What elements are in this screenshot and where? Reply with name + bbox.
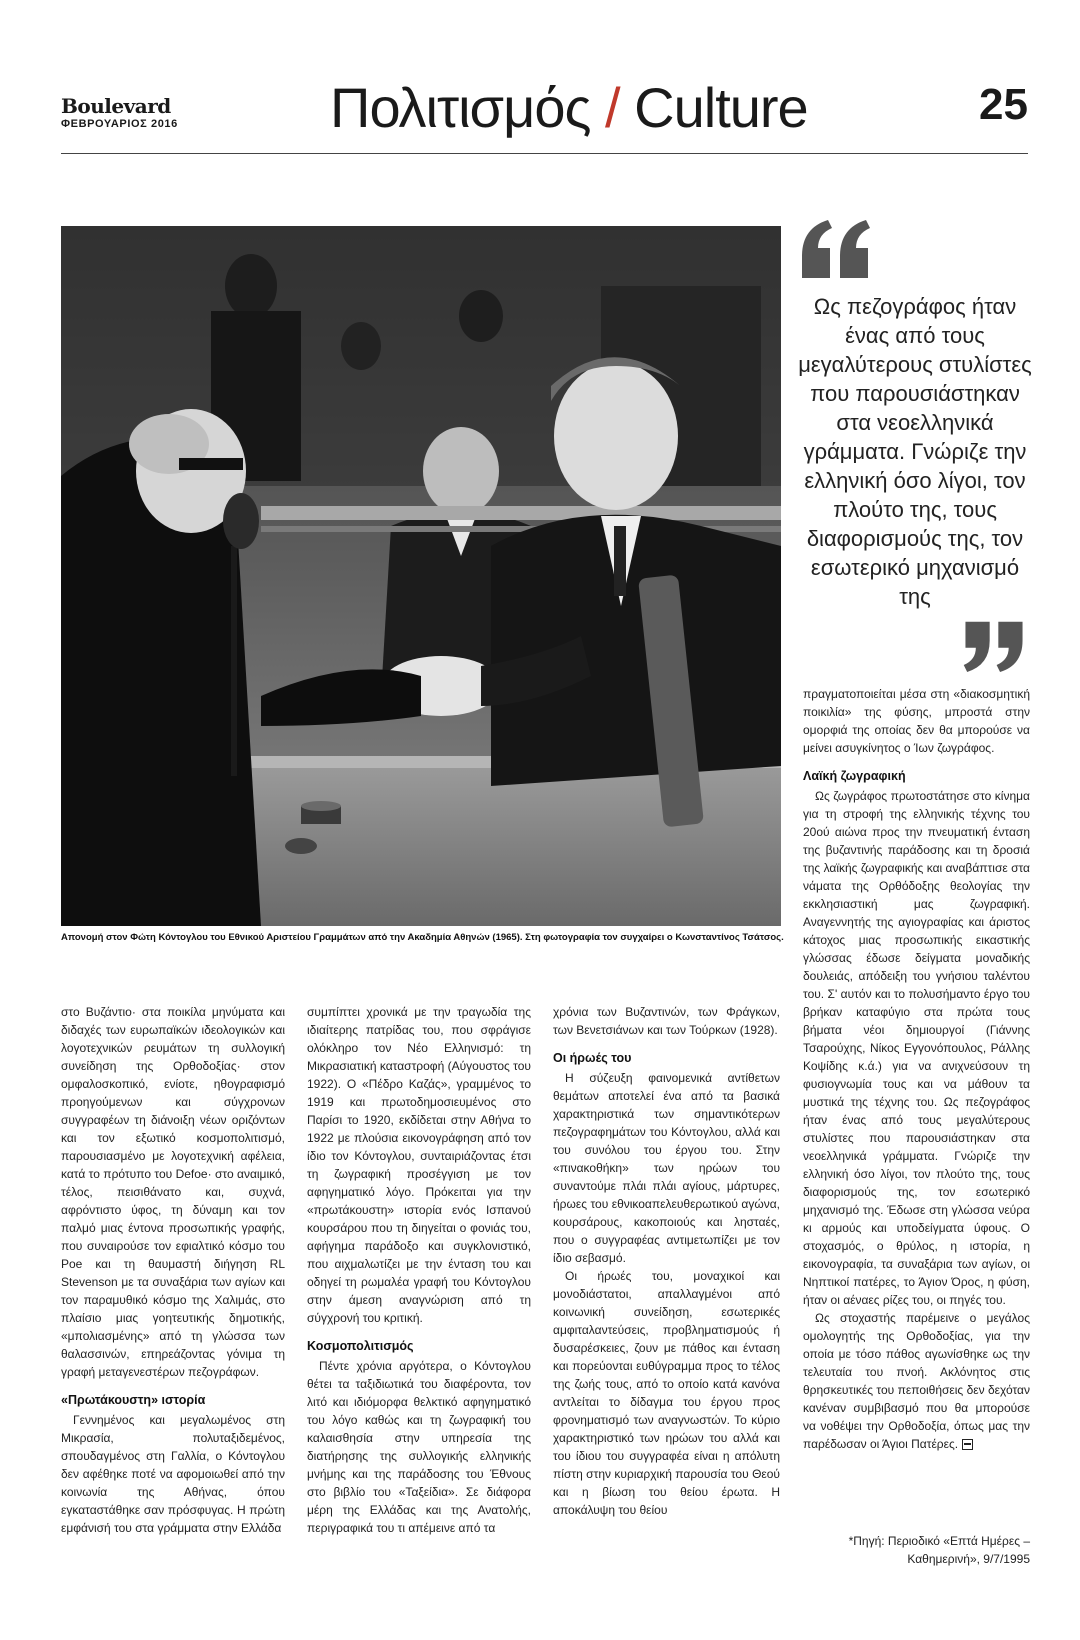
end-of-article-icon [962,1439,973,1450]
paragraph: Πέντε χρόνια αργότερα, ο Κόντογλου θέτει τα ταξιδιωτικά του διαφέροντα, τον λιτό και ιδιόμορφα θελκτικό αφηγηματικό του λόγο καθώς και τη ζωγραφική του καλαισθησία στην υπηρεσία της διατήρησης της συλλογικής ελληνικής μνήμης και της παράδοσης του Έθνους στο βιβλίο του «Ταξείδια». Σε διάφορα μέρη της Ελλάδας και της Ανατολής, περιγραφικά του τι απέμεινε από τα [307,1359,531,1535]
paragraph: συμπίπτει χρονικά με την τραγωδία της ιδιαίτερης πατρίδας του, που σφράγισε ολόκληρο τον Νέο Ελληνισμό: τη Μικρασιατική καταστροφή (Αύγουστος του 1922). Ο «Πέδρο Καζάς», γραμμένος το 1919 και πρωτοδημοσιευμένος στο Παρίσι το 1920, εκδίδεται στην Αθήνα το 1922 με πλούσια εικονογράφηση από τον ίδιο τον Κόντογλου, συνταιριάζοντας έτσι τη ζωγραφική προσέγγιση με τον αφηγηματικό λόγο. Πρόκειται για την «πρωτάκουστη» ιστορία ενός Ισπανού κουρσάρου που τη διηγείται ο φονιάς του, αφήγημα παράδοξο και συγκλονιστικό, που αιχμαλωτίζει με την ένταση του και οδηγεί τη ρωμαλέα γραφή του Κόντογλου στην άμεση αναγνώριση από τη σύγχρονή του κριτική. [307,1005,531,1325]
section-title-greek: Πολιτισμός [330,76,591,139]
paragraph: Γεννημένος και μεγαλωμένος στη Μικρασία, πολυταξιδεμένος, σπουδαγμένος στη Γαλλία, ο Κόντογλου δεν αφέθηκε ποτέ να αφομοιωθεί από την κοινωνία της Αθήνας, όπου εγκαταστάθηκε σαν πρόσφυγας. Η πρώτη εμφάνισή του στα γράμματα στην Ελλάδα [61,1413,285,1535]
issue-date: ΦΕΒΡΟΥΑΡΙΟΣ 2016 [61,118,178,130]
paragraph: στο Βυζάντιο· στα ποικίλα μηνύματα και διδαχές των ευρωπαϊκών ιδεολογικών και λογοτεχνικών ρευμάτων τη συλλογική συνείδηση της Ορθοδοξίας· στον ομφαλοσκοπικό, ενίοτε, ηθογραφισμό προηγούμενων και σύγχρονων συγγραφέων τη διάνοιξη νέων οριζόντων και τον εξωτικό κοσμοπολιτισμό, παρουσιασμένο με λογοτεχνική αφέλεια, κατά το πρότυπο του Defoe· στο αναιμικό, τέλος, πεισιθάνατο και, συχνά, αφρόντιστο ύφος, τη δύναμη και τον παλμό μιας έντονα προσωπικής γραφής, που συναιρούσε τον εφιαλτικό κόσμο του Poe και τη θαυμαστή διήγηση RL Stevenson με τα συναξάρια των αγίων και τον παραμυθικό κόσμο της Χαλιμάς, στο πλαίσιο μιας γοητευτικής δημοτικής, «μπολιασμένης» από τη γλώσσα των θαλασσινών, επηρεάζοντας γόνιμα τη γραφή μεταγενεστέρων πεζογράφων. [61,1005,285,1379]
close-quote-icon [962,618,1026,674]
source-note: *Πηγή: Περιοδικό «Επτά Ημέρες – Καθημερινή», 9/7/1995 [848,1534,1030,1566]
photo-caption: Απονομή στον Φώτη Κόντογλου του Εθνικού Αριστείου Γραμμάτων από την Ακαδημία Αθηνών (1965). Στη φωτογραφία τον συγχαίρει ο Κωνσταντίνος Τσάτσος. [61,932,784,943]
paragraph: Ως ζωγράφος πρωτοστάτησε στο κίνημα για τη στροφή της ελληνικής τέχνης του 20ού αιώνα προς την πνευματική ένταση της βυζαντινής παράδοσης και τη δροσιά της λαϊκής ζωγραφικής και αναβάπτισε στα νάματα της Ορθόδοξης θεολογίας την εκκλησιαστική μας ζωγραφική. Αναγεννητής της αγιογραφίας και άριστος κάτοχος μιας προσωπικής εικαστικής γλώσσας έδωσε δείγματα μοναδικής δουλειάς, απόδειξη του γνήσιου ταλέντου του. Σ' αυτόν και το πολυσήμαντο έργο του βρήκαν καταφύγιο στα πρώτα τους βήματα νέοι δημιουργοί (Γιάννης Τσαρούχης, Νίκος Εγγονόπουλος, Ράλλης Κοψίδης κ.ά.) για να ανιχνεύσουν τη φυσιογνωμία τους και να μάθουν τα μυστικά της τέχνης του. Ως πεζογράφος ήταν ένας από τους μεγαλύτερους στυλίστες που παρουσιάστηκαν στα νεοελληνικά γράμματα. Γνώριζε την ελληνική όσο λίγοι, τον πλούτο της, τους διαφορισμούς της, τον εσωτερικό μηχανισμό της. Έδωσε στη γλώσσα νεύρα κι αρμούς και υποδείγματα ύφους. Ο στοχασμός, ο θρύλος, η ιστορία, η εικονογραφία, τα συναξάρια των αγίων, οι Νηπτικοί πατέρες, το Άγιον Όρος, η φύση, ήταν οι αέναες ρίζες του, οι πηγές του. [803,789,1030,1307]
article-column-3 [553,1003,780,1519]
section-separator: / [605,76,620,139]
pull-quote: Ως πεζογράφος ήταν ένας από τους μεγαλύτερους στυλίστες που παρουσιάστηκαν στα νεοελληνικά γράμματα. Γνώριζε την ελληνική όσο λίγοι, τον πλούτο της, τους διαφορισμούς της, τον εσωτερικό μηχανισμό της [798,294,1032,609]
subheading: Κοσμοπολιτισμός [307,1339,414,1353]
photo-illustration [61,226,781,926]
article-column-4 [803,685,1030,1453]
article-column-2 [307,1003,531,1537]
paragraph: Οι ήρωές του, μοναχικοί και μονοδιάστατοι, απαλλαγμένοι από κοινωνική συνείδηση, εσωτερικές αμφιταλαντεύσεις, προβληματισμούς ή δυσαρέσκειες, ζουν με πάθος και ένταση και πορεύονται ευθύγραμμα προς το τέλος της ζωής τους, από το οποίο κατά κανόνα αντλείται το δίδαγμα του έργου προς φρονηματισμό των αναγνωστών. Το κύριο χαρακτηριστικό των ηρώων του αλλά και του ίδιου του συγγραφέα είναι η απόλυτη πίστη στην κυριαρχική παρουσία του Θεού και η βίωση του θείου έρωτα. Η αποκάλυψη του θείου [553,1269,780,1517]
article-column-1 [61,1003,285,1537]
subheading: «Πρωτάκουστη» ιστορία [61,1393,206,1407]
section-title-english: Culture [634,76,808,139]
subheading: Οι ήρωές του [553,1051,632,1065]
page-number: 25 [979,80,1028,129]
final-text: Ως στοχαστής παρέμεινε ο μεγάλος ομολογητής της Ορθοδοξίας, για την οποία με τόσο πάθος αγωνίσθηκε ως την τελευταία του πνοή. Ακλόνητος στις θρησκευτικές του πεποιθήσεις δεν δεχόταν κανέναν συμβιβασμό που θα μπορούσε να νοθέψει την Ορθοδοξία, όπως μας την παρέδωσαν οι Άγιοι Πατέρες. [803,1311,1030,1451]
open-quote-icon [798,218,872,282]
paragraph: Η σύζευξη φαινομενικά αντίθετων θεμάτων αποτελεί ένα από τα βασικά χαρακτηριστικά των σημαντικότερων πεζογραφημάτων του Κόντογλου, αλλά και του συνόλου του έργου του. Στην «πινακοθήκη» των ηρώων του συναντούμε πλάι πλάι αγίους, μάρτυρες, ήρωες του εθνικοαπελευθερωτικού αγώνα, κουρσάρους, κακοποιούς και λησταές, που ο συγγραφέας αντιμετωπίζει με τον ίδιο σεβασμό. [553,1071,780,1265]
subheading: Λαϊκή ζωγραφική [803,769,906,783]
paragraph: χρόνια των Βυζαντινών, των Φράγκων, των Βενετσιάνων και των Τούρκων (1928). [553,1005,780,1037]
article-photo [61,226,781,926]
header-rule [61,153,1028,154]
section-title [330,78,808,138]
paragraph-final [803,1309,1030,1453]
paragraph: πραγματοποιείται μέσα στη «διακοσμητική ποικιλία» της φύσης, μπροστά στην ομορφιά της οποίας δεν θα μπορούσε να μείνει ασυγκίνητος ο Ίων ζωγράφος. [803,687,1030,755]
brand-logo: Boulevard [61,94,171,118]
